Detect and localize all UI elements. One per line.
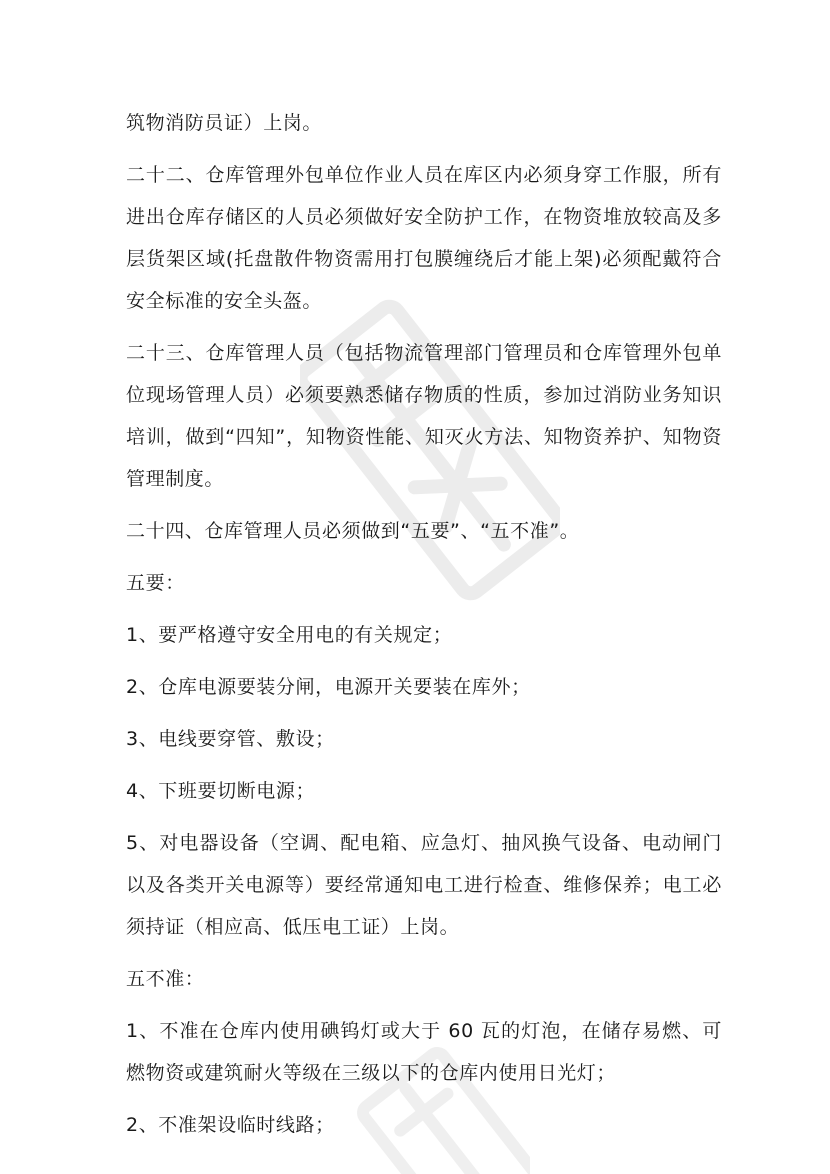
paragraph-10: 五不准： [126,968,205,990]
paragraph-0: 筑物消防员证）上岗。 [126,112,323,134]
document-body [126,102,722,1146]
paragraph-5: 1、要严格遵守安全用电的有关规定； [126,624,453,646]
paragraph-7: 3、电线要穿管、敷设； [126,728,335,750]
paragraph-6: 2、仓库电源要装分闸，电源开关要装在库外； [126,676,531,698]
paragraph-8: 4、下班要切断电源； [126,780,316,802]
paragraph-4: 五要： [126,572,185,594]
paragraph-1: 二十二、仓库管理外包单位作业人员在库区内必须身穿工作服，所有进出仓库存储区的人员必须做好安全防护工作，在物资堆放较高及多层货架区域(托盘散件物资需用打包膜缠绕后才能上架)必须配戴符合安全标准的安全头盔。 [126,164,722,312]
paragraph-2: 二十三、仓库管理人员（包括物流管理部门管理员和仓库管理外包单位现场管理人员）必须要熟悉储存物质的性质，参加过消防业务知识培训，做到“四知”，知物资性能、知灭火方法、知物资养护、知物资管理制度。 [126,342,722,490]
paragraph-11: 1、不准在仓库内使用碘钨灯或大于 60 瓦的灯泡，在储存易燃、可燃物资或建筑耐火等级在三级以下的仓库内使用日光灯； [126,1020,722,1084]
paragraph-9: 5、对电器设备（空调、配电箱、应急灯、抽风换气设备、电动闸门以及各类开关电源等）要经常通知电工进行检查、维修保养；电工必须持证（相应高、低压电工证）上岗。 [126,832,722,938]
paragraph-3: 二十四、仓库管理人员必须做到“五要”、“五不准”。 [126,520,580,542]
paragraph-12: 2、不准架设临时线路； [126,1114,335,1136]
